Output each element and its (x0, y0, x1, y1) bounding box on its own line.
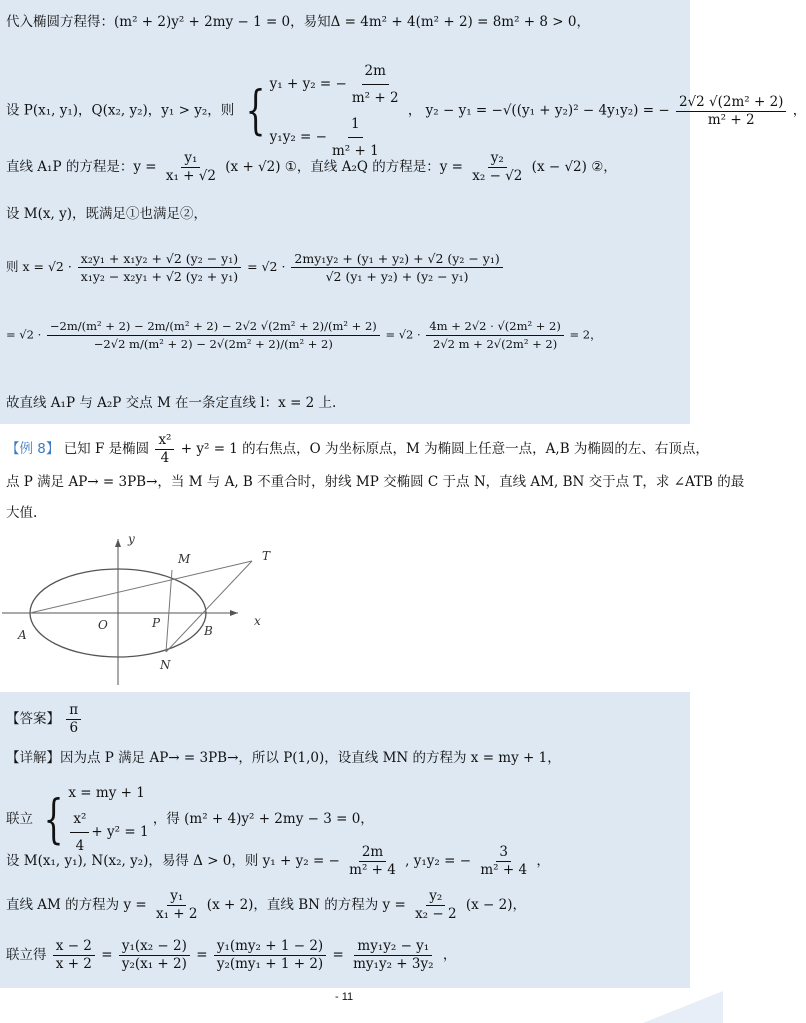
solution-line-6: = √2 · $\frac{\text{−2m/(m² + 2) − 2m/(m² + 2) − 2√2 √(2m² + 2)/(m² + 2)}}{\text{−2√2 m/(m² + 2) − 2√(2m² + 2)/(m² + 2)}}$ = √2 · $\frac{\text{4m + 2√2 · √(2m² + 2)}}{\text{2√2 m + 2√(2m² + 2)}}$ = 2， (6, 319, 602, 351)
detail-line-2: 联立 { x = my + 1 $\frac{\text{x²}}{4}$ + y² = 1 ，得 (m² + 4)y² + 2my − 3 = 0， (6, 780, 374, 859)
label-x: x (254, 614, 261, 628)
label-y: y (128, 532, 135, 546)
detail-line-3: 设 M(x₁, y₁), N(x₂, y₂)，易得 Δ > 0，则 y₁ + y₂ = − $\frac{2m}{\text{m² + 4}}$ , y₁y₂ = − $\frac{3}{\text{m² + 4}}$ ， (6, 844, 550, 878)
system-of-equations: { y₁ + y₂ = − $\frac{2m}{\text{m² + 2}}$ y₁y₂ = − $\frac{1}{\text{m² + 1}}$ (239, 58, 404, 164)
solution-conclusion: 故直线 A₁P 与 A₂P 交点 M 在一条定直线 l：x = 2 上. (6, 395, 337, 411)
label-M: M (178, 552, 191, 566)
fraction: $\frac{\text{2√2 √(2m² + 2)}}{\text{m² + 2}}$ (676, 94, 787, 129)
page-corner-decoration (643, 991, 723, 1023)
solution-line-2: 设 P(x₁, y₁)，Q(x₂, y₂)，y₁ > y₂，则 { y₁ + y₂ = − $\frac{2m}{\text{m² + 2}}$ y₁y₂ = − $\frac{1}{\text{m² + 1}}$ ， y₂ − y₁ = −√((y₁ + y₂)² − 4y₁y₂) = − $\frac{\text{2√2 √(2m² + 2)}}{\text{m² + 2}}$ ， (6, 58, 806, 164)
detail-line-1: 【详解】因为点 P 满足 AP→ = 3PB→，所以 P(1,0)，设直线 MN 的方程为 x = my + 1， (6, 750, 561, 766)
example-line-3: 大值. (6, 505, 38, 521)
solution-line-4: 设 M(x, y)，既满足①也满足②， (6, 206, 207, 222)
line-AT (30, 561, 252, 613)
page-number: - 11 (335, 991, 354, 1003)
label-A: A (18, 628, 27, 642)
label-B: B (204, 624, 213, 638)
answer-line (6, 702, 83, 737)
example-line-1: 【例 8】 已知 F 是椭圆 $\frac{\text{x²}}{4}$ + y² = 1 的右焦点，O 为坐标原点，M 为椭圆上任意一点，A,B 为椭圆的左、右顶点， (6, 432, 709, 466)
detail-tag: 【详解】 (6, 750, 60, 766)
label-P: P (152, 616, 161, 630)
label-O: O (98, 618, 108, 632)
label-N: N (160, 658, 171, 672)
detail-system: { x = my + 1 $\frac{\text{x²}}{4}$ + y² = 1 (43, 785, 149, 854)
line-MN (166, 570, 172, 652)
answer-tag: 【答案】 (6, 711, 60, 727)
answer-panel (0, 692, 690, 988)
ellipse-diagram (2, 532, 272, 685)
y-axis-arrow (115, 539, 121, 547)
detail-line-5: 联立得 $\frac{x - 2}{x + 2}$ = $\frac{\text{y₁(x₂ − 2)}}{\text{y₂(x₁ + 2)}}$ = $\frac{\text{y₁(my₂ + 1 − 2)}}{\text{y₂(my₁ + 1 + 2)}}$ = $\frac{\text{my₁y₂ − y₁}}{\text{my₁y₂ + 3y₂}}$ ， (6, 938, 457, 972)
solution-line-3: 直线 A₁P 的方程是：y = $\frac{\text{y₁}}{\text{x₁ + √2}}$ (x + √2) ①，直线 A₂Q 的方程是：y = $\frac{\text{y₂}}{\text{x₂ − √2}}$ (x − √2) ②， (6, 150, 617, 184)
label-T: T (262, 549, 271, 563)
solution-line-5: 则 x = √2 · $\frac{\text{x₂y₁ + x₁y₂ + √2 (y₂ − y₁)}}{\text{x₁y₂ − x₂y₁ + √2 (y₂ + y₁)}}$ = √2 · $\frac{\text{2my₁y₂ + (y₁ + y₂) + √2 (y₂ − y₁)}}{\text{√2 (y₁ + y₂) + (y₂ − y₁)}}$ (6, 250, 505, 285)
example-line-2: 点 P 满足 AP→ = 3PB→，当 M 与 A, B 不重合时，射线 MP 交椭圆 C 于点 N，直线 AM, BN 交于点 T，求 ∠ATB 的最 (6, 474, 745, 490)
detail-line-4: 直线 AM 的方程为 y = $\frac{\text{y₁}}{\text{x₁ + 2}}$ (x + 2)，直线 BN 的方程为 y = $\frac{\text{y₂}}{\text{x₂ − 2}}$ (x − 2)， (6, 888, 527, 922)
solution-panel (0, 0, 806, 424)
line-NT (166, 561, 252, 652)
x-axis-arrow (230, 610, 238, 616)
example-tag: 【例 8】 (6, 441, 60, 457)
solution-line-1: 代入椭圆方程得：(m² + 2)y² + 2my − 1 = 0，易知Δ = 4m² + 4(m² + 2) = 8m² + 8 > 0， (6, 14, 590, 30)
answer-value: $\frac{\pi}{6}$ (66, 702, 81, 737)
